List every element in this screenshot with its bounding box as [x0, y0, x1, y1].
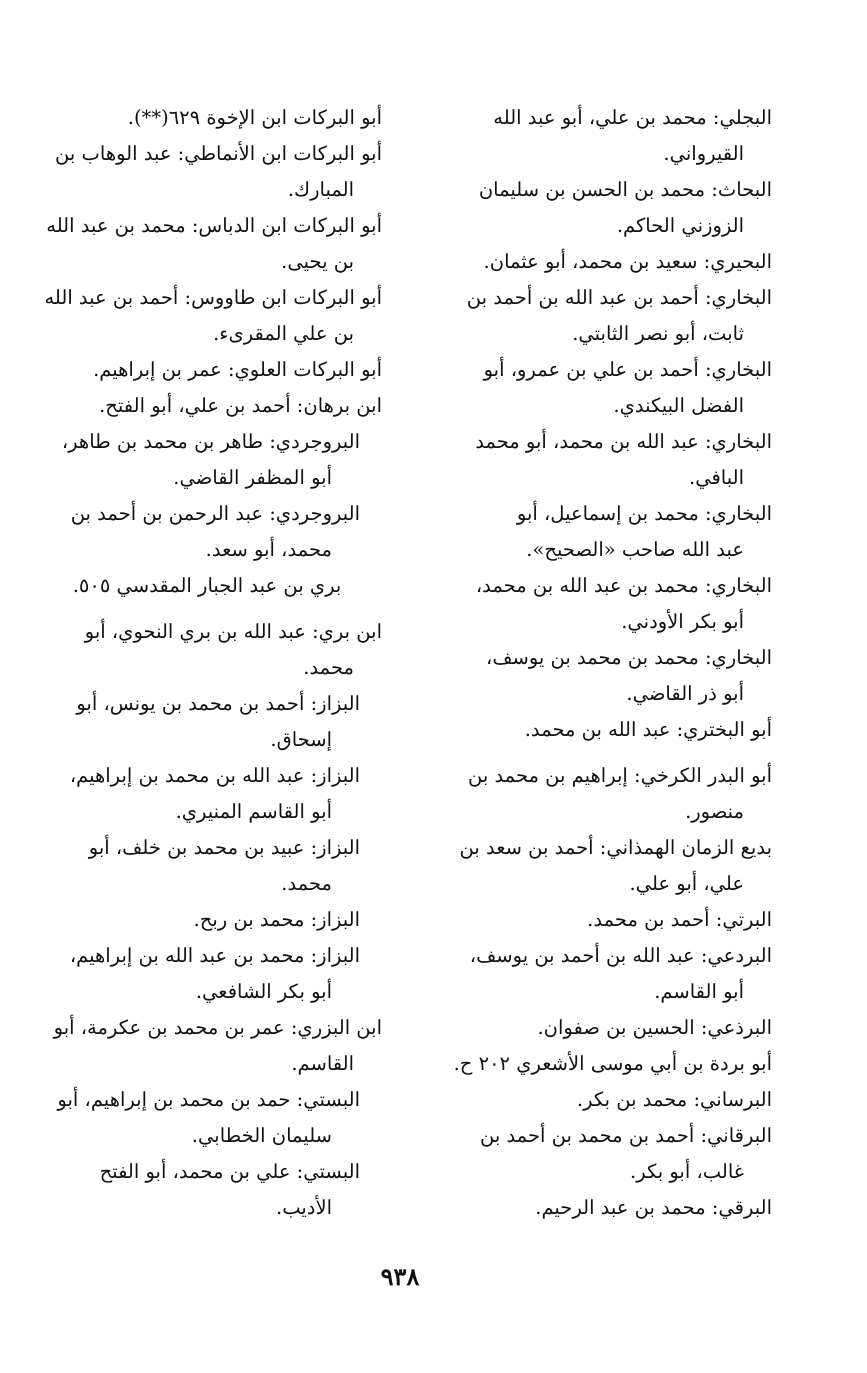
entry-continuation: أبو القاسم.: [654, 980, 744, 1003]
entry-heading: بديع الزمان الهمذاني: أحمد بن سعد بن: [459, 836, 772, 859]
entry-heading: ابن بري: عبد الله بن بري النحوي، أبو: [84, 620, 382, 643]
index-entry: [427, 712, 772, 748]
entry-heading: البروجردي: طاهر بن محمد بن طاهر،: [61, 430, 360, 453]
index-entry: [427, 640, 772, 712]
entry-continuation: الفضل البيكندي.: [613, 394, 744, 417]
entry-heading: البزاز: عبد الله بن محمد بن إبراهيم،: [69, 764, 360, 787]
entry-continuation: ثابت، أبو نصر الثابتي.: [572, 322, 744, 345]
entry-heading: البخاري: عبد الله بن محمد، أبو محمد: [475, 430, 772, 453]
entry-continuation: منصور.: [685, 800, 744, 823]
index-entry: [427, 1010, 772, 1046]
index-entry: [427, 568, 772, 640]
index-entry: [32, 1082, 382, 1154]
entry-heading: البرتي: أحمد بن محمد.: [587, 908, 772, 931]
index-entry: [32, 830, 382, 902]
index-entry: [32, 496, 382, 568]
entry-continuation: الزوزني الحاكم.: [616, 214, 744, 237]
index-entry: [427, 172, 772, 244]
entry-continuation: محمد.: [303, 656, 354, 679]
index-entry: [32, 614, 382, 686]
entry-continuation: الأديب.: [276, 1196, 332, 1219]
index-entry: [427, 280, 772, 352]
entry-continuation: بن علي المقرىء.: [213, 322, 354, 345]
index-column-right: [427, 100, 772, 1226]
index-entry: [32, 424, 382, 496]
entry-heading: البزاز: محمد بن ربح.: [193, 908, 360, 931]
entry-heading: البروجردي: عبد الرحمن بن أحمد بن: [70, 502, 360, 525]
index-entry: [32, 280, 382, 352]
index-entry: [427, 758, 772, 830]
index-entry: [32, 352, 382, 388]
entry-heading: البردعي: عبد الله بن أحمد بن يوسف،: [469, 944, 772, 967]
entry-continuation: إسحاق.: [270, 728, 332, 751]
index-column-left: [32, 100, 382, 1226]
index-entry: [427, 496, 772, 568]
entry-heading: أبو البختري: عبد الله بن محمد.: [524, 718, 772, 741]
page-number: ٩٣٨: [380, 1262, 420, 1291]
entry-continuation: سليمان الخطابي.: [191, 1124, 332, 1147]
entry-heading: ابن البزري: عمر بن محمد بن عكرمة، أبو: [53, 1016, 382, 1039]
entry-heading: البزاز: أحمد بن محمد بن يونس، أبو: [76, 692, 360, 715]
entry-continuation: عبد الله صاحب «الصحيح».: [526, 538, 744, 561]
entry-heading: البحاث: محمد بن الحسن بن سليمان: [478, 178, 772, 201]
entry-heading: البزاز: محمد بن عبد الله بن إبراهيم،: [69, 944, 360, 967]
entry-continuation: غالب، أبو بكر.: [630, 1160, 744, 1183]
entry-heading: بري بن عبد الجبار المقدسي ٥٠٥.: [72, 574, 342, 597]
index-entry: [32, 758, 382, 830]
entry-continuation: أبو بكر الأودني.: [621, 610, 744, 633]
entry-heading: أبو البركات ابن الإخوة ٦٢٩(**).: [127, 106, 382, 129]
index-entry: [32, 388, 382, 424]
entry-continuation: البافي.: [689, 466, 744, 489]
entry-continuation: أبو ذر القاضي.: [626, 682, 744, 705]
entry-heading: ابن برهان: أحمد بن علي، أبو الفتح.: [99, 394, 382, 417]
index-entry: [32, 568, 382, 604]
index-entry: [427, 902, 772, 938]
entry-heading: البزاز: عبيد بن محمد بن خلف، أبو: [88, 836, 360, 859]
index-entry: [427, 352, 772, 424]
entry-heading: البخاري: محمد بن عبد الله بن محمد،: [475, 574, 772, 597]
entry-heading: البستي: علي بن محمد، أبو الفتح: [99, 1160, 360, 1183]
index-entry: [32, 902, 382, 938]
entry-continuation: بن يحيى.: [281, 250, 354, 273]
entry-continuation: القاسم.: [291, 1052, 354, 1075]
entry-heading: البرقاني: أحمد بن محمد بن أحمد بن: [479, 1124, 772, 1147]
entry-continuation: أبو بكر الشافعي.: [195, 980, 332, 1003]
index-entry: [32, 208, 382, 280]
index-entry: [32, 136, 382, 208]
entry-heading: البرذعي: الحسين بن صفوان.: [537, 1016, 772, 1039]
entry-heading: البستي: حمد بن محمد بن إبراهيم، أبو: [57, 1088, 360, 1111]
index-entry: [427, 1190, 772, 1226]
index-entry: [427, 244, 772, 280]
entry-continuation: المبارك.: [287, 178, 354, 201]
index-entry: [427, 1046, 772, 1082]
entry-heading: أبو البركات ابن طاووس: أحمد بن عبد الله: [44, 286, 382, 309]
entry-heading: أبو البركات ابن الأنماطي: عبد الوهاب بن: [55, 142, 382, 165]
entry-heading: أبو البركات العلوي: عمر بن إبراهيم.: [93, 358, 382, 381]
entry-heading: البرساني: محمد بن بكر.: [576, 1088, 772, 1111]
entry-heading: البخاري: أحمد بن علي بن عمرو، أبو: [483, 358, 772, 381]
entry-continuation: محمد.: [281, 872, 332, 895]
index-entry: [427, 938, 772, 1010]
index-entry: [427, 1082, 772, 1118]
index-entry: [427, 1118, 772, 1190]
index-entry: [32, 938, 382, 1010]
entry-heading: البرقي: محمد بن عبد الرحيم.: [535, 1196, 772, 1219]
index-entry: [427, 830, 772, 902]
entry-heading: البجلي: محمد بن علي، أبو عبد الله: [493, 106, 772, 129]
entry-heading: البخاري: محمد بن إسماعيل، أبو: [516, 502, 772, 525]
entry-heading: أبو بردة بن أبي موسى الأشعري ٢٠٢ ح.: [453, 1052, 772, 1075]
entry-heading: البحيري: سعيد بن محمد، أبو عثمان.: [483, 250, 772, 273]
entry-heading: البخاري: محمد بن محمد بن يوسف،: [486, 646, 772, 669]
index-entry: [32, 1154, 382, 1226]
entry-continuation: القيرواني.: [663, 142, 744, 165]
index-entry: [32, 1010, 382, 1082]
entry-heading: أبو البدر الكرخي: إبراهيم بن محمد بن: [467, 764, 772, 787]
entry-continuation: علي، أبو علي.: [629, 872, 744, 895]
entry-heading: البخاري: أحمد بن عبد الله بن أحمد بن: [466, 286, 772, 309]
index-entry: [32, 686, 382, 758]
entry-continuation: أبو المظفر القاضي.: [173, 466, 332, 489]
entry-heading: أبو البركات ابن الدباس: محمد بن عبد الله: [46, 214, 382, 237]
index-entry: [32, 100, 382, 136]
index-entry: [427, 100, 772, 172]
index-entry: [427, 424, 772, 496]
entry-continuation: محمد، أبو سعد.: [205, 538, 332, 561]
entry-continuation: أبو القاسم المنيري.: [175, 800, 332, 823]
